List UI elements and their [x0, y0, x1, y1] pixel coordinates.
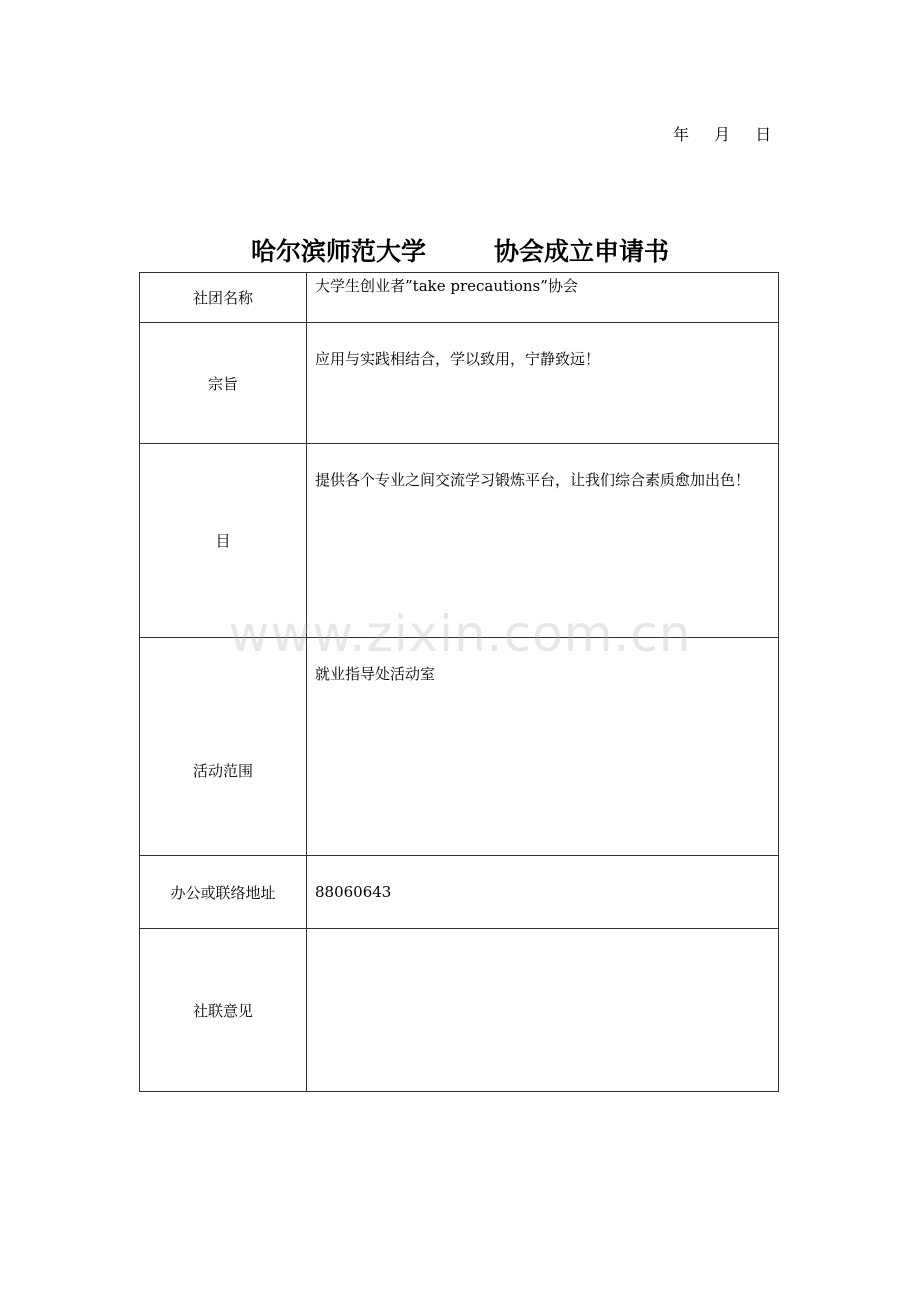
- table-row: [140, 444, 779, 638]
- activity-scope-label: 活动范围: [192, 762, 253, 780]
- table-row: [140, 638, 779, 856]
- goal-text: 提供各个专业之间交流学习锻炼平台，让我们综合素质愈加出色！: [315, 471, 751, 489]
- title-form-name: 协会成立申请书: [494, 237, 670, 266]
- row-value-purpose: [307, 323, 779, 444]
- club-name-text: 大学生创业者”take precautions”协会: [315, 277, 578, 295]
- table-row: [140, 856, 779, 929]
- application-form-table: [139, 272, 779, 1092]
- row-label-union-opinion: 社联意见: [140, 929, 307, 1092]
- row-label-club-name: 社团名称: [140, 273, 307, 323]
- table-row: [140, 323, 779, 444]
- row-value-contact-address: [307, 856, 779, 929]
- row-value-club-name: [307, 273, 779, 323]
- date-line: [673, 122, 771, 145]
- date-day: 日: [755, 125, 772, 144]
- row-value-goal: [307, 444, 779, 638]
- table-row: [140, 929, 779, 1092]
- purpose-text: 应用与实践相结合，学以致用，宁静致远！: [315, 350, 601, 368]
- document-title: [0, 232, 920, 268]
- watermark: www.zixin.com.cn: [228, 605, 692, 663]
- date-year: 年: [673, 125, 690, 144]
- row-label-purpose: 宗旨: [140, 323, 307, 444]
- row-value-activity-scope: [307, 638, 779, 856]
- contact-address-text: 88060643: [315, 883, 392, 901]
- table-row: [140, 273, 779, 323]
- row-value-union-opinion: [307, 929, 779, 1092]
- title-university: 哈尔滨师范大学: [250, 237, 426, 266]
- row-label-activity-scope: [140, 638, 307, 856]
- row-label-contact-address: 办公或联络地址: [140, 856, 307, 929]
- row-label-goal: 目: [140, 444, 307, 638]
- date-month: 月: [714, 125, 731, 144]
- activity-scope-text: 就业指导处活动室: [315, 665, 436, 683]
